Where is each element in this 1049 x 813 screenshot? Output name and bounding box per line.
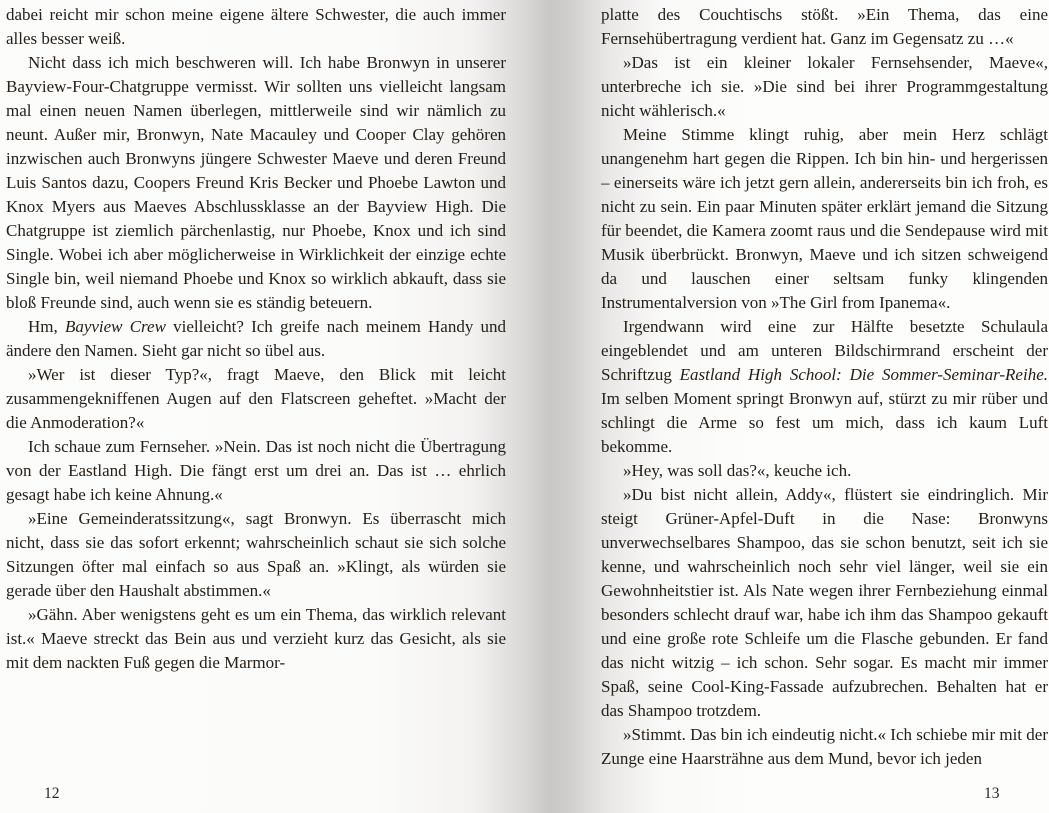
paragraph: [601, 459, 1048, 483]
text-segment: »Hey, was soll das?«, keuche ich.: [623, 461, 852, 480]
page-right: [601, 3, 1048, 771]
text-segment: Ich schaue zum Fernseher. »Nein. Das ist noch nicht die Übertragung von der Eastland High. Die fängt erst um drei an. Das ist … ehrlich gesagt habe ich keine Ahnung.«: [6, 437, 506, 504]
paragraph: [6, 315, 506, 363]
paragraph: [6, 363, 506, 435]
text-segment: platte des Couchtischs stößt. »Ein Thema, das eine Fernsehübertragung verdient hat. Ganz im Gegensatz zu …«: [601, 5, 1048, 48]
paragraph: [6, 507, 506, 603]
paragraph: [6, 51, 506, 315]
paragraph: [601, 483, 1048, 723]
page-number-right: 13: [984, 785, 1000, 802]
text-segment-italic: Eastland High School: Die Sommer-Seminar-Reihe.: [679, 365, 1048, 384]
paragraph: [601, 3, 1048, 51]
text-segment: »Stimmt. Das bin ich eindeutig nicht.« Ich schiebe mir mit der Zunge eine Haarsträhne aus dem Mund, bevor ich jeden: [601, 725, 1048, 768]
paragraph: [6, 603, 506, 675]
paragraph: [6, 3, 506, 51]
text-segment-italic: Bayview Crew: [64, 317, 166, 336]
text-segment: »Das ist ein kleiner lokaler Fernsehsender, Maeve«, unterbreche ich sie. »Die sind bei ihrer Programmgestaltung nicht wählerisch.«: [601, 53, 1048, 120]
text-segment: Im selben Moment springt Bronwyn auf, stürzt zu mir rüber und schlingt die Arme so fest um mich, dass ich kaum Luft bekomme.: [601, 389, 1048, 456]
text-segment: »Gähn. Aber wenigstens geht es um ein Thema, das wirklich relevant ist.« Maeve streckt das Bein aus und verzieht kurz das Gesicht, als sie mit dem nackten Fuß gegen die Marmor-: [6, 605, 506, 672]
text-segment: »Eine Gemeinderatssitzung«, sagt Bronwyn. Es überrascht mich nicht, dass sie das sofort erkennt; wahrscheinlich schaut sie sich solche Sitzungen öfter mal einfach so aus Spaß an. »Klingt, als würden sie gerade über den Haushalt abstimmen.«: [6, 509, 506, 600]
page-number-left: 12: [44, 785, 60, 802]
text-segment: Nicht dass ich mich beschweren will. Ich habe Bronwyn in unserer Bayview-Four-Chatgruppe vermisst. Wir sollten uns vielleicht langsam mal einen neuen Namen überlegen, mittlerweile sind wir nämlich zu neunt. Außer mir, Bronwyn, Nate Macauley und Cooper Clay gehören inzwischen auch Bronwyns jüngere Schwester Maeve und deren Freund Luis Santos dazu, Coopers Freund Kris Becker und Phoebe Lawton und Knox Myers aus Maeves Abschlussklasse an der Bayview High. Die Chatgruppe ist ziemlich pärchenlastig, nur Phoebe, Knox und ich sind Single. Wobei ich aber möglicherweise in Wirklichkeit der einzige echte Single bin, weil niemand Phoebe und Knox so wirklich abkauft, dass sie bloß Freunde sind, auch wenn sie es ständig beteuern.: [6, 53, 506, 312]
paragraph: [601, 315, 1048, 459]
text-segment: »Wer ist dieser Typ?«, fragt Maeve, den Blick mit leicht zusammengekniffenen Augen auf den Flatscreen geheftet. »Macht der die Anmoderation?«: [6, 365, 506, 432]
paragraph: [601, 723, 1048, 771]
paragraph: [601, 51, 1048, 123]
text-segment: Irgendwann wird eine zur Hälfte besetzte Schulaula eingeblendet und am unteren Bildschirmrand erscheint der Schriftzug: [601, 317, 1048, 384]
text-segment: dabei reicht mir schon meine eigene ältere Schwester, die auch immer alles besser weiß.: [6, 5, 506, 48]
text-segment: vielleicht? Ich greife nach meinem Handy und ändere den Namen. Sieht gar nicht so übel aus.: [6, 317, 506, 360]
page-right-text: [601, 3, 1048, 771]
paragraph: [601, 123, 1048, 315]
text-segment: Meine Stimme klingt ruhig, aber mein Herz schlägt unangenehm hart gegen die Rippen. Ich bin hin- und hergerissen – einerseits wäre ich jetzt gern allein, andererseits bin ich froh, es nicht zu sein. Ein paar Minuten später erklärt jemand die Sitzung für beendet, die Kamera zoomt raus und die Sendepause wird mit Musik überbrückt. Bronwyn, Maeve und ich sitzen schweigend da und lauschen einer seltsam funky klingenden Instrumentalversion von »The Girl from Ipanema«.: [601, 125, 1048, 312]
page-left-text: [6, 3, 506, 675]
paragraph: [6, 435, 506, 507]
text-segment: Hm,: [28, 317, 65, 336]
text-segment: »Du bist nicht allein, Addy«, flüstert sie eindringlich. Mir steigt Grüner-Apfel-Duft in die Nase: Bronwyns unverwechselbares Shampoo, das sie schon benutzt, seit ich sie kenne, und wahrscheinlich noch sehr viel länger, weil sie ein Gewohnheitstier ist. Als Nate wegen ihrer Fernbeziehung einmal besonders schlecht drauf war, habe ich ihm das Shampoo gekauft und eine große rote Schleife um die Flasche gebunden. Er fand das nicht witzig – ich schon. Sehr sogar. Es macht mir immer Spaß, seine Cool-King-Fassade aufzubrechen. Behalten hat er das Shampoo trotzdem.: [601, 485, 1048, 720]
page-left: [6, 3, 506, 675]
